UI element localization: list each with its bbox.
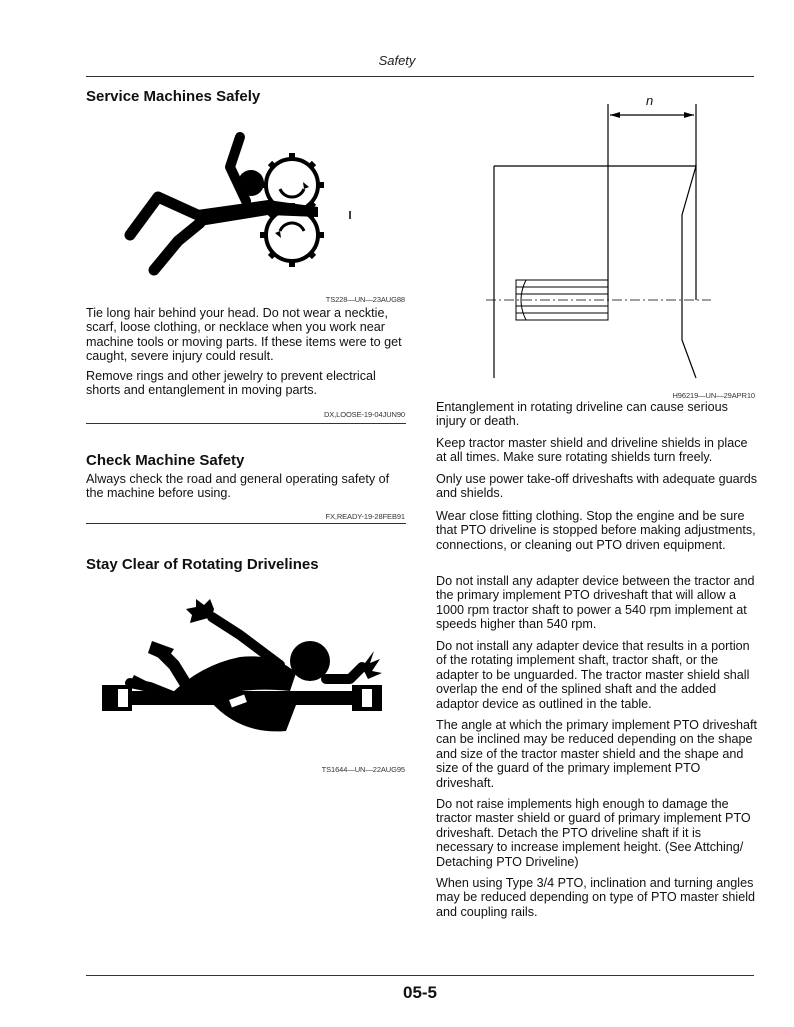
header-rule	[86, 76, 754, 77]
section-divider	[86, 523, 406, 524]
dimension-label-n: n	[646, 93, 654, 108]
figure-id-ts1644: TS1644—UN—22AUG95	[321, 765, 405, 774]
reference-code-loose: DX,LOOSE-19-04JUN90	[323, 410, 405, 419]
paragraph-keep-shields: Keep tractor master shield and driveline shields in place at all times. Make sure rotating shields turn freely.	[436, 436, 748, 465]
paragraph-only-use-pto: Only use power take-off driveshafts with adequate guards and shields.	[436, 472, 758, 501]
paragraph-remove-rings: Remove rings and other jewelry to prevent electrical shorts and entanglement in moving parts.	[86, 369, 376, 398]
section-heading-stay-clear: Stay Clear of Rotating Drivelines	[86, 556, 319, 573]
section-divider	[86, 423, 406, 424]
paragraph-entanglement: Entanglement in rotating driveline can cause serious injury or death.	[436, 400, 728, 429]
reference-code-ready: FX,READY-19-28FEB91	[325, 512, 405, 521]
running-header: Safety	[378, 53, 416, 68]
footer-rule	[86, 975, 754, 976]
paragraph-incline-angle: The angle at which the primary implement PTO driveshaft can be inclined may be reduced depending on the shape and size of the tractor master shield and the shape and size of the guard of the primary implement PTO driveshaft.	[436, 718, 758, 790]
page-number: 05-5	[402, 983, 438, 1002]
paragraph-check-road: Always check the road and general operating safety of the machine before using.	[86, 472, 390, 501]
section-heading-service-machines: Service Machines Safely	[86, 88, 261, 105]
pto-master-shield-diagram	[486, 90, 716, 380]
driveline-entanglement-pictogram	[100, 595, 390, 745]
figure-id-h96219: H96219—UN—29APR10	[672, 391, 755, 400]
paragraph-adapter-rpm: Do not install any adapter device between the tractor and the primary implement PTO driveshaft that will allow a 1000 rpm tractor shaft to power a 540 rpm implement at speeds higher than 540 rpm.	[436, 574, 755, 632]
paragraph-raise-implements: Do not raise implements high enough to damage the tractor master shield or guard of primary implement PTO driveshaft. Detach the PTO driveline shaft if it is necessary to increase implement height. (See Attching/ Detaching PTO Driveline)	[436, 797, 751, 869]
paragraph-close-fitting: Wear close fitting clothing. Stop the engine and be sure that PTO driveline is stopped before making adjustments, connections, or cleaning out PTO driven equipment.	[436, 509, 756, 552]
entanglement-gears-pictogram	[118, 125, 358, 290]
section-heading-check-machine: Check Machine Safety	[86, 452, 245, 469]
paragraph-type-3-4-pto: When using Type 3/4 PTO, inclination and turning angles may be reduced depending on type of PTO master shield and coupling rails.	[436, 876, 756, 919]
paragraph-tie-long-hair: Tie long hair behind your head. Do not wear a necktie, scarf, loose clothing, or necklace when you work near machine tools or moving parts. If these items were to get caught, severe injury could result.	[86, 306, 402, 364]
figure-id-ts228: TS228—UN—23AUG88	[325, 295, 405, 304]
paragraph-adapter-unguarded: Do not install any adapter device that results in a portion of the rotating implement shaft, tractor shaft, or the adapter to be unguarded. The tractor master shield shall overlap the end of the splined shaft and the added adaptor device as outlined in the table.	[436, 639, 750, 711]
